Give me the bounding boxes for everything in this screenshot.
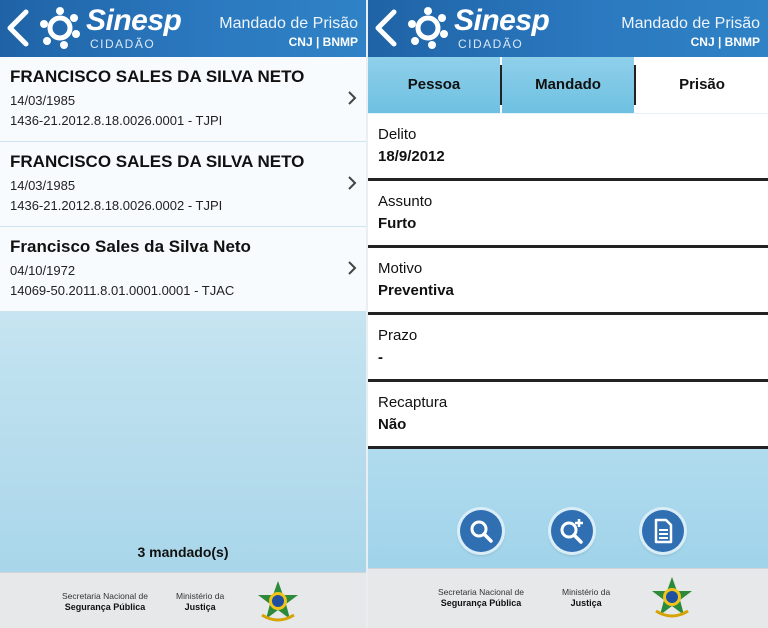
- zoom-in-button[interactable]: [551, 510, 593, 552]
- brand-subtitle: CIDADÃO: [90, 37, 156, 51]
- header-subtitle: CNJ | BNMP: [690, 35, 760, 49]
- field-label: Recaptura: [378, 394, 448, 411]
- footer-ministry: [176, 591, 224, 613]
- chevron-right-icon: [346, 89, 358, 107]
- tab-pessoa[interactable]: Pessoa: [368, 57, 500, 113]
- header-title: Mandado de Prisão: [219, 15, 358, 32]
- field-label: Assunto: [378, 193, 433, 210]
- footer-senasp-line1: Secretaria Nacional de: [62, 591, 148, 601]
- field-value: Furto: [378, 215, 417, 232]
- field-value: 18/9/2012: [378, 148, 445, 165]
- chevron-right-icon: [346, 259, 358, 277]
- result-process-number: 1436-21.2012.8.18.0026.0001 - TJPI: [10, 113, 223, 128]
- footer: [0, 572, 366, 628]
- tab-prisao[interactable]: Prisão: [636, 57, 768, 113]
- footer-senasp-line2: Segurança Pública: [64, 602, 146, 612]
- field-assunto: [368, 181, 768, 248]
- footer-senasp: [438, 587, 524, 609]
- search-icon: [468, 518, 494, 544]
- result-birthdate: 04/10/1972: [10, 263, 76, 278]
- field-label: Motivo: [378, 260, 423, 277]
- footer-senasp-line1: Secretaria Nacional de: [438, 587, 524, 597]
- field-label: Prazo: [378, 327, 418, 344]
- result-item[interactable]: [0, 227, 366, 312]
- field-value: -: [378, 349, 383, 366]
- document-button[interactable]: [642, 510, 684, 552]
- result-name: Francisco Sales da Silva Neto: [10, 237, 251, 256]
- app-header: [0, 0, 366, 57]
- field-value: Não: [378, 416, 407, 433]
- result-item[interactable]: [0, 142, 366, 227]
- result-name: FRANCISCO SALES DA SILVA NETO: [10, 67, 305, 86]
- field-label: Delito: [378, 126, 417, 143]
- document-icon: [650, 518, 676, 544]
- result-item[interactable]: [0, 57, 366, 142]
- result-birthdate: 14/03/1985: [10, 178, 76, 193]
- header-title: Mandado de Prisão: [621, 15, 760, 32]
- national-coat-of-arms-icon: [650, 575, 694, 619]
- tab-mandado[interactable]: Mandado: [502, 57, 634, 113]
- detail-screen: [368, 0, 768, 628]
- zoom-in-icon: [559, 518, 585, 544]
- result-birthdate: 14/03/1985: [10, 93, 76, 108]
- result-process-number: 14069-50.2011.8.01.0001.0001 - TJAC: [10, 283, 235, 298]
- brand-name: Sinesp: [454, 4, 550, 37]
- field-value: Preventiva: [378, 282, 454, 299]
- search-button[interactable]: [460, 510, 502, 552]
- brand-name: Sinesp: [86, 4, 182, 37]
- back-arrow-icon[interactable]: [2, 6, 32, 50]
- field-delito: [368, 114, 768, 181]
- footer-ministry: [562, 587, 610, 609]
- field-prazo: [368, 315, 768, 382]
- brand-subtitle: CIDADÃO: [458, 37, 524, 51]
- results-screen: [0, 0, 366, 628]
- result-process-number: 1436-21.2012.8.18.0026.0002 - TJPI: [10, 198, 223, 213]
- header-subtitle: CNJ | BNMP: [288, 35, 358, 49]
- footer-ministry-line1: Ministério da: [562, 587, 611, 597]
- national-coat-of-arms-icon: [256, 579, 300, 623]
- footer-ministry-line2: Justiça: [184, 602, 216, 612]
- footer-ministry-line2: Justiça: [570, 598, 602, 608]
- field-recaptura: [368, 382, 768, 449]
- field-motivo: [368, 248, 768, 315]
- footer-ministry-line1: Ministério da: [176, 591, 225, 601]
- tab-bar: [368, 57, 768, 113]
- results-count: 3 mandado(s): [137, 544, 229, 560]
- footer-senasp: [62, 591, 148, 613]
- footer-senasp-line2: Segurança Pública: [440, 598, 522, 608]
- footer: [368, 568, 768, 628]
- sinesp-logo-icon: [38, 6, 82, 50]
- app-header: [368, 0, 768, 57]
- back-arrow-icon[interactable]: [370, 6, 400, 50]
- chevron-right-icon: [346, 174, 358, 192]
- sinesp-logo-icon: [406, 6, 450, 50]
- result-name: FRANCISCO SALES DA SILVA NETO: [10, 152, 305, 171]
